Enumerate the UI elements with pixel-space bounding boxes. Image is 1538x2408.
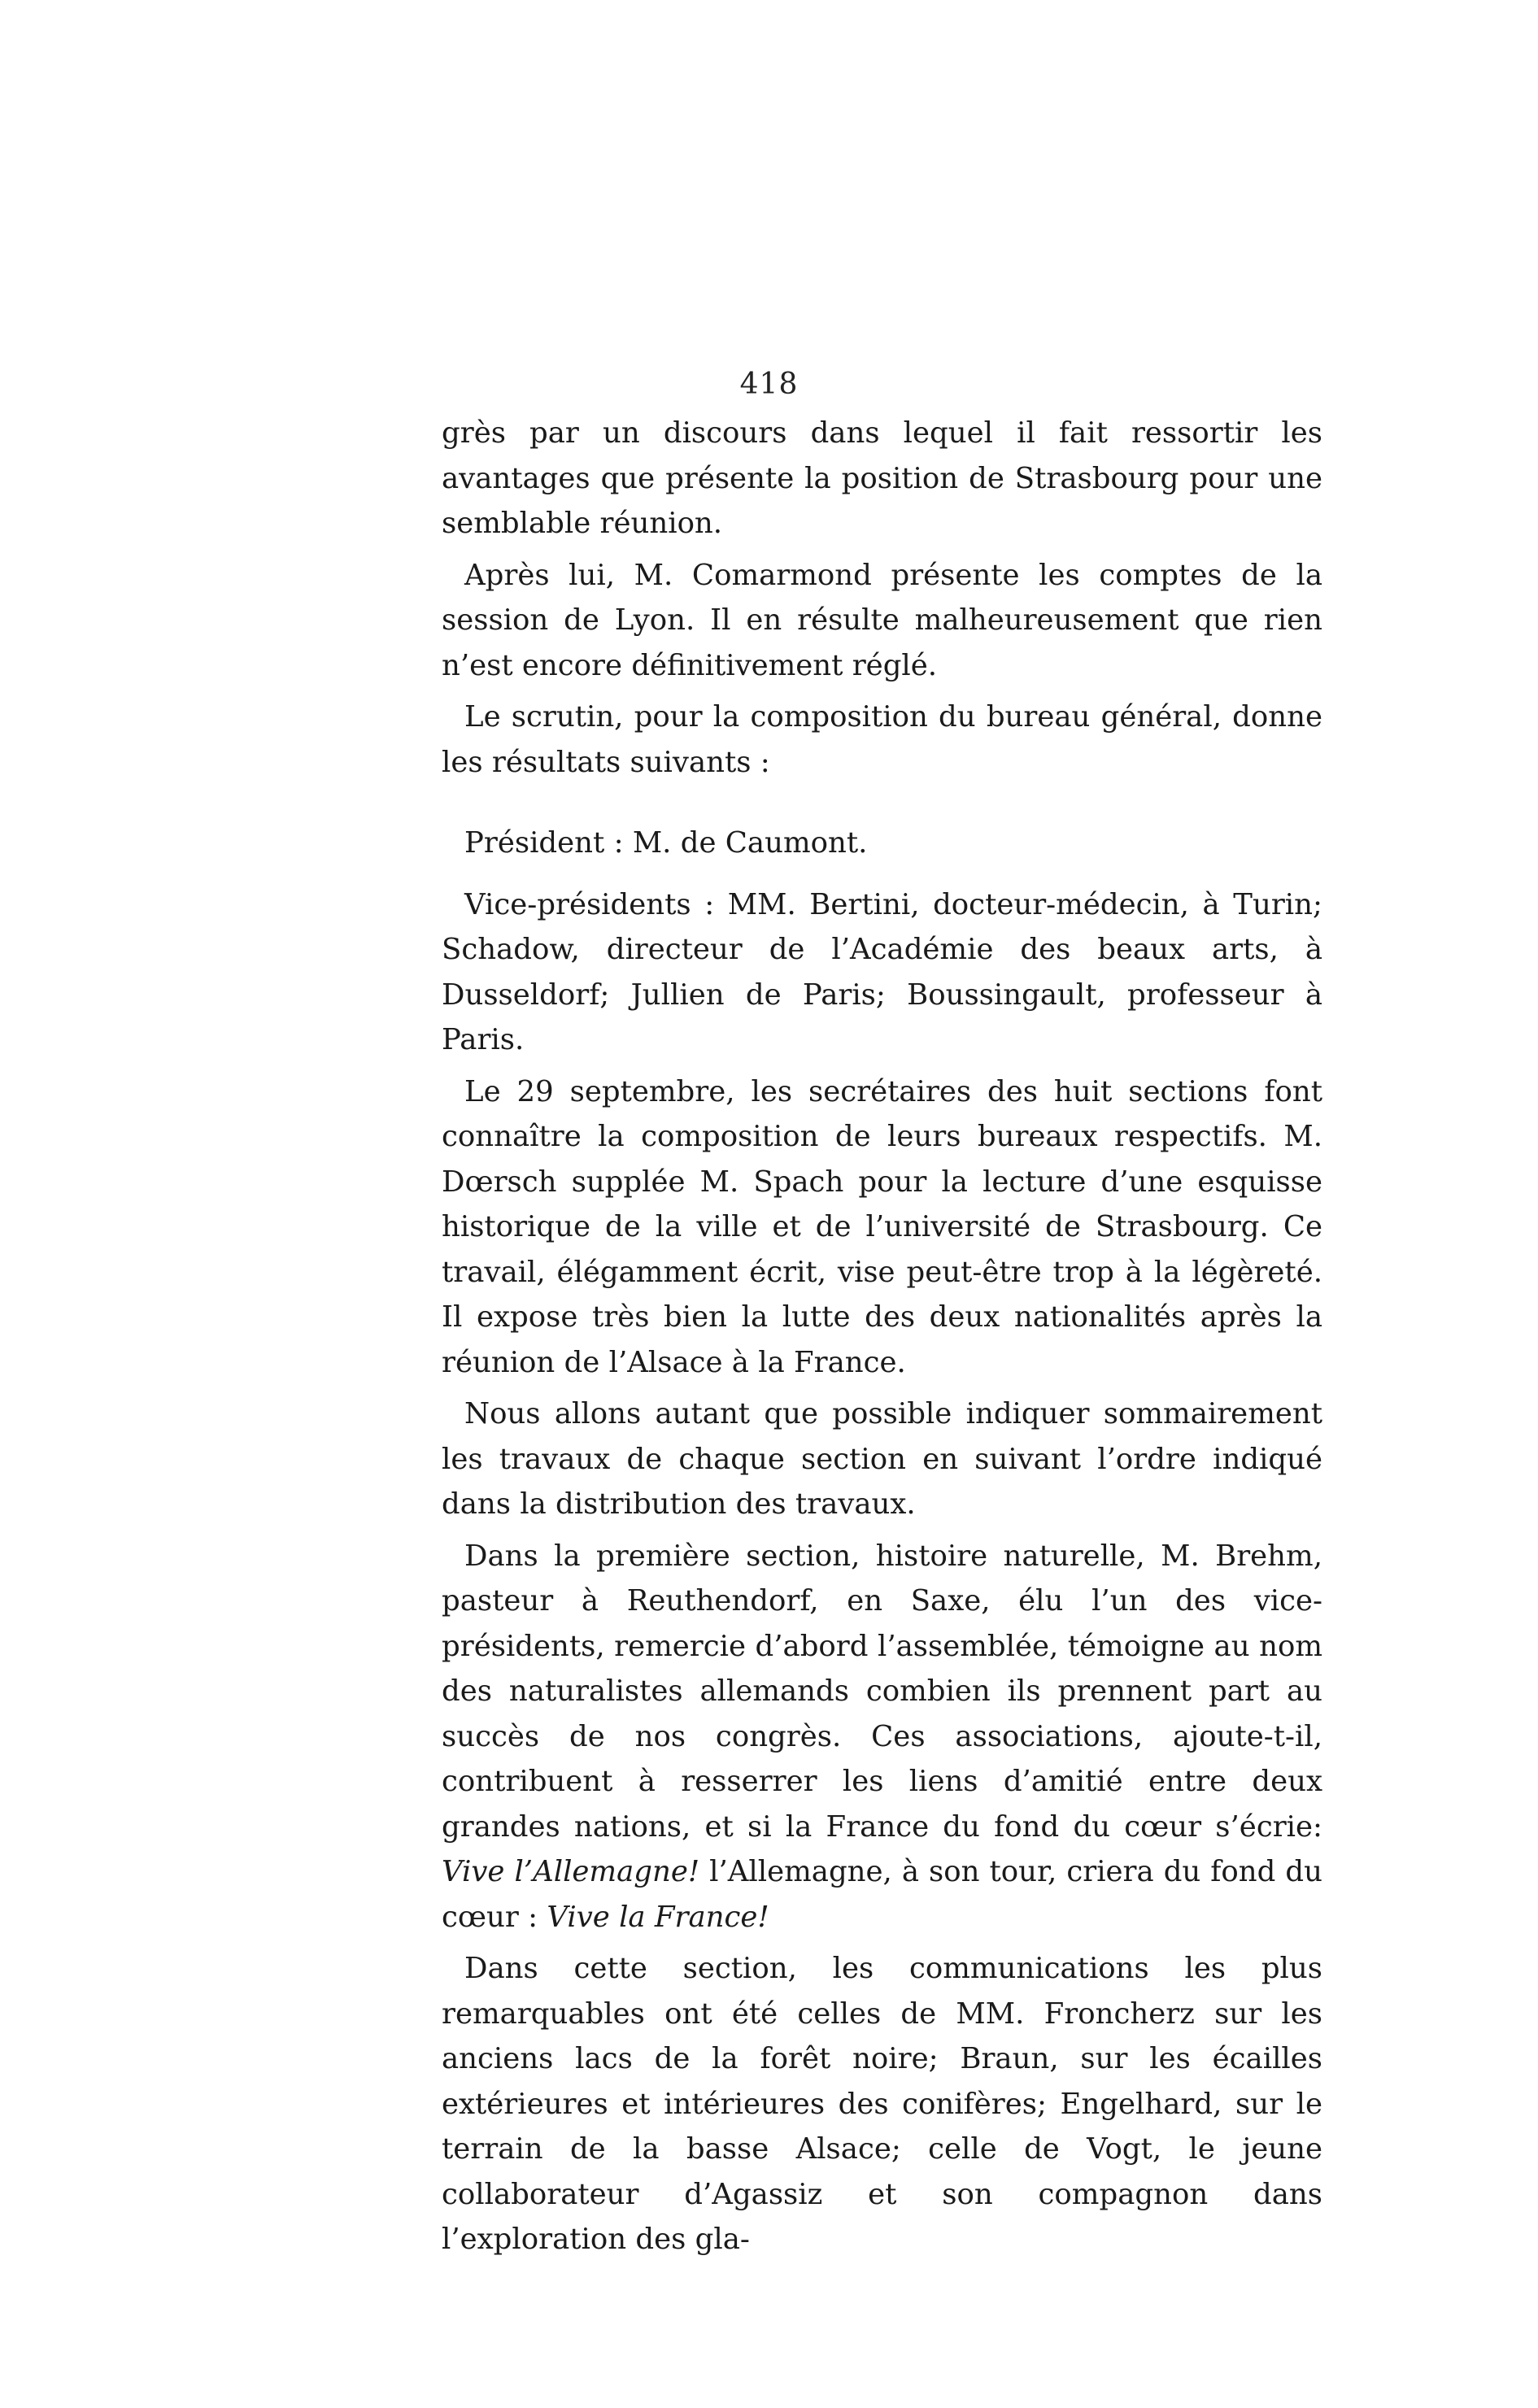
paragraph-continuation: grès par un discours dans lequel il fait ressortir les avantages que présente la position de Strasbourg pour une semblable réunion. — [442, 416, 1322, 540]
italic-vive-allemagne: Vive l’Allemagne! — [442, 1855, 700, 1888]
paragraph-communications: Dans cette section, les communications les plus remarquables ont été celles de MM. Froncherz sur les anciens lacs de la forêt noire; Braun, sur les écailles extérieures et intérieures des conifères; Engelhard, sur le terrain de la basse Alsace; celle de Vogt, le jeune collaborateur d’Agassiz et son compagnon dans l’exploration des gla- — [442, 1952, 1322, 2256]
body-text — [442, 411, 1322, 2262]
paragraph-president: Président : M. de Caumont. — [464, 826, 868, 860]
italic-vive-la-france: Vive la France! — [547, 1900, 769, 1934]
paragraph-premiere-section-mid: l’Allemagne, à son tour, criera du fond du cœur : — [442, 1855, 1322, 1934]
page-number: 418 — [739, 368, 799, 401]
paragraph-scrutin: Le scrutin, pour la composition du bureau général, donne les résultats suivants : — [442, 700, 1322, 779]
paragraph-29-septembre: Le 29 septembre, les secrétaires des huit sections font connaître la composition de leurs bureaux respectifs. M. Dœrsch supplée M. Spach pour la lecture d’une esquisse historique de la ville et de l’université de Strasbourg. Ce travail, élégamment écrit, vise peut-être trop à la légèreté. Il expose très bien la lutte des deux nationalités après la réunion de l’Alsace à la France. — [442, 1074, 1322, 1379]
paragraph-travaux: Nous allons autant que possible indiquer sommairement les travaux de chaque section en suivant l’ordre indiqué dans la distribution des travaux. — [442, 1397, 1322, 1521]
paragraph-premiere-section — [442, 1534, 1322, 1940]
paragraph-premiere-section-text: Dans la première section, histoire naturelle, M. Brehm, pasteur à Reuthendorf, en Saxe, élu l’un des vice-présidents, remercie d’abord l’assemblée, témoigne au nom des naturalistes allemands combien ils prennent part au succès de nos congrès. Ces associations, ajoute-t-il, contribuent à resserrer les liens d’amitié entre deux grandes nations, et si la France du fond du cœur s’écrie: — [442, 1539, 1322, 1844]
paragraph-comarmond: Après lui, M. Comarmond présente les comptes de la session de Lyon. Il en résulte malheureusement que rien n’est encore définitivement réglé. — [442, 558, 1322, 682]
paragraph-vice-presidents: Vice-présidents : MM. Bertini, docteur-médecin, à Turin; Schadow, directeur de l’Académie des beaux arts, à Dusseldorf; Jullien de Paris; Boussingault, professeur à Paris. — [442, 887, 1322, 1056]
